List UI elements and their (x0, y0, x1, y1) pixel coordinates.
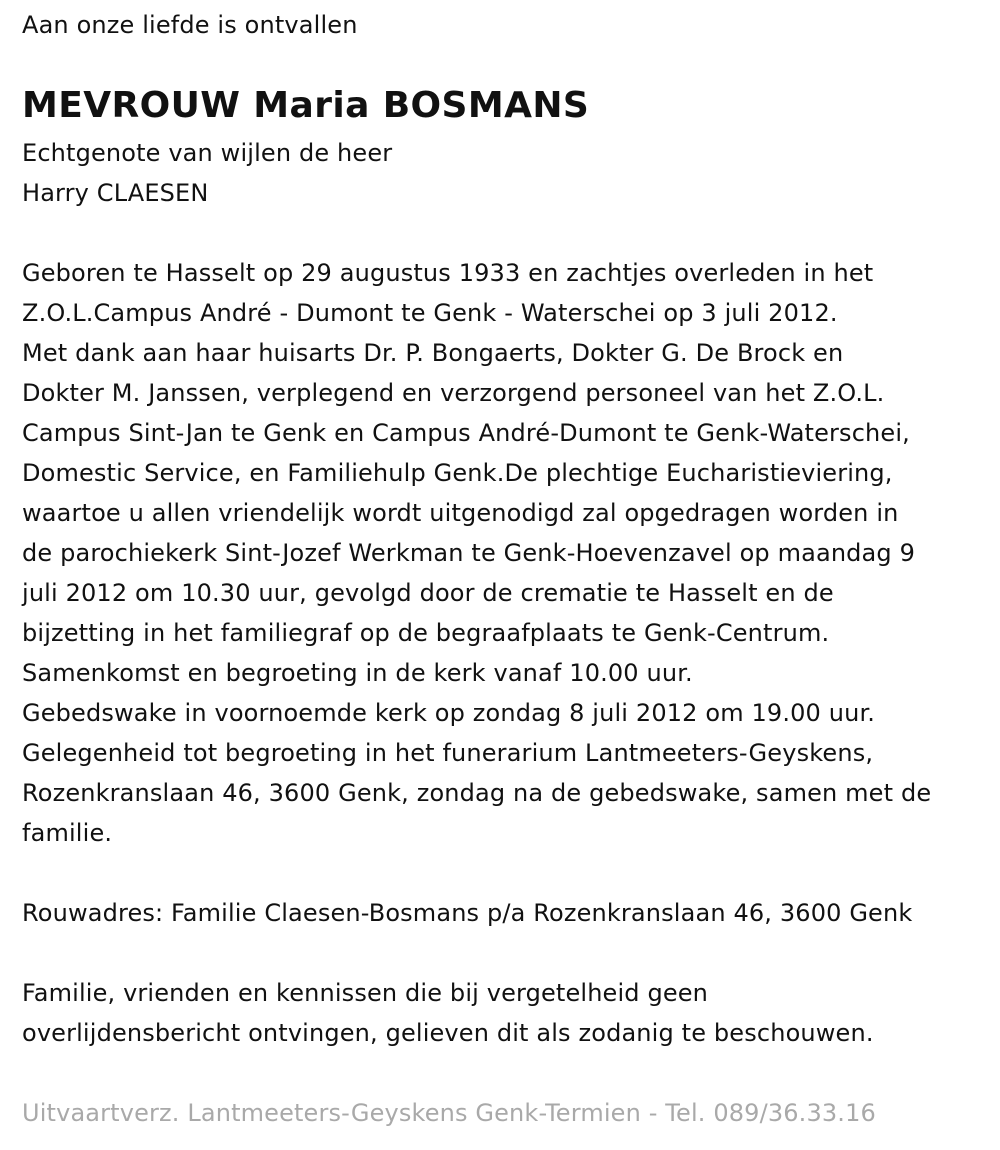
spouse-info (22, 133, 392, 213)
family-notice-line: Familie, vrienden en kennissen die bij vergetelheid geen (22, 979, 709, 1007)
spouse-line: Echtgenote van wijlen de heer (22, 139, 393, 167)
family-notice (22, 973, 874, 1053)
body-line: bijzetting in het familiegraf op de begraafplaats te Genk-Centrum. (22, 619, 830, 647)
body-line: Domestic Service, en Familiehulp Genk.De plechtige Eucharistieviering, (22, 459, 893, 487)
body-line: Samenkomst en begroeting in de kerk vanaf 10.00 uur. (22, 659, 693, 687)
funeral-home-footer: Uitvaartverz. Lantmeeters-Geyskens Genk-Termien - Tel. 089/36.33.16 (22, 1099, 876, 1127)
body-line: Campus Sint-Jan te Genk en Campus André-Dumont te Genk-Waterschei, (22, 419, 910, 447)
intro-text: Aan onze liefde is ontvallen (22, 11, 358, 39)
body-line: de parochiekerk Sint-Jozef Werkman te Genk-Hoevenzavel op maandag 9 (22, 539, 915, 567)
deceased-name: MEVROUW Maria BOSMANS (22, 85, 590, 126)
body-line: Geboren te Hasselt op 29 augustus 1933 en zachtjes overleden in het (22, 259, 874, 287)
obituary-body (22, 253, 931, 853)
body-line: Dokter M. Janssen, verplegend en verzorgend personeel van het Z.O.L. (22, 379, 885, 407)
body-line: Rozenkranslaan 46, 3600 Genk, zondag na de gebedswake, samen met de (22, 779, 932, 807)
body-line: waartoe u allen vriendelijk wordt uitgenodigd zal opgedragen worden in (22, 499, 899, 527)
mourning-address: Rouwadres: Familie Claesen-Bosmans p/a Rozenkranslaan 46, 3600 Genk (22, 899, 913, 927)
body-line: Gelegenheid tot begroeting in het funerarium Lantmeeters-Geyskens, (22, 739, 874, 767)
body-line: Gebedswake in voornoemde kerk op zondag 8 juli 2012 om 19.00 uur. (22, 699, 876, 727)
body-line: juli 2012 om 10.30 uur, gevolgd door de crematie te Hasselt en de (22, 579, 834, 607)
family-notice-line: overlijdensbericht ontvingen, gelieven dit als zodanig te beschouwen. (22, 1019, 874, 1047)
spouse-line: Harry CLAESEN (22, 179, 209, 207)
body-line: Met dank aan haar huisarts Dr. P. Bongaerts, Dokter G. De Brock en (22, 339, 844, 367)
body-line: Z.O.L.Campus André - Dumont te Genk - Waterschei op 3 juli 2012. (22, 299, 838, 327)
body-line: familie. (22, 819, 113, 847)
